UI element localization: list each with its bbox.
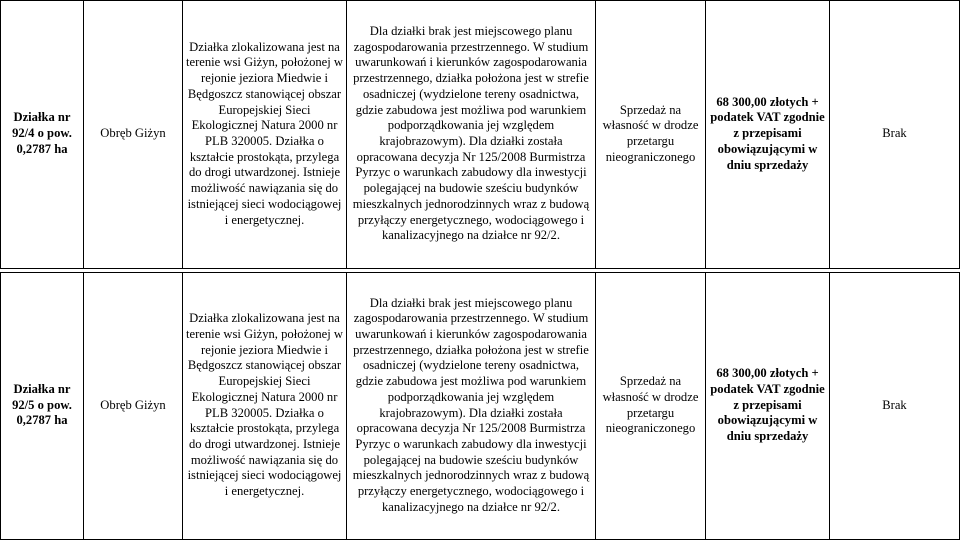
sale-form: Sprzedaż na własność w drodze przetargu nieograniczonego [602, 102, 699, 164]
plot-label: Działka nr 92/5 o pow. 0,2787 ha [12, 381, 72, 428]
sale-cell [595, 0, 705, 268]
precinct-cell [83, 272, 182, 539]
encumbrance-label: Brak [882, 397, 907, 412]
plot-cell [0, 0, 83, 268]
sale-cell [595, 272, 705, 539]
zoning-cell [346, 272, 595, 539]
precinct-label: Obręb Giżyn [100, 397, 166, 412]
zoning-description: Dla działki brak jest miejscowego planu zagospodarowania przestrzennego. W studium uwarunkowań i kierunków zagospodarowania przestrzennego, działka położona jest w strefie osadniczej (wydzielone tereny osadnictwa, gdzie zabudowa jest możliwa pod warunkiem podporządkowania jej względem krajobrazowym). Dla działki została opracowana decyzja Nr 125/2008 Burmistrza Pyrzyc o warunkach zabudowy dla inwestycji polegającej na budowie sześciu budynków mieszkalnych jednorodzinnych wraz z budową przyłączy energetycznego, wodociągowego i kanalizacyjnego na działce nr 92/2. [352, 295, 590, 514]
encumbrance-label: Brak [882, 126, 907, 141]
price-cell [705, 0, 829, 268]
table-row [0, 272, 960, 539]
table-border-bottom [0, 539, 960, 540]
price-label: 68 300,00 złotych + podatek VAT zgodnie z przepisami obowiązującymi w dniu sprzedaży [710, 94, 825, 172]
price-label: 68 300,00 złotych + podatek VAT zgodnie z przepisami obowiązującymi w dniu sprzedaży [710, 366, 825, 444]
sale-form: Sprzedaż na własność w drodze przetargu nieograniczonego [602, 374, 699, 436]
precinct-cell [83, 0, 182, 268]
table-border-mid-upper [0, 268, 960, 269]
zoning-description: Dla działki brak jest miejscowego planu zagospodarowania przestrzennego. W studium uwarunkowań i kierunków zagospodarowania przestrzennego, działka położona jest w strefie osadniczej (wydzielone tereny osadnictwa, gdzie zabudowa jest możliwa pod warunkiem podporządkowania jej względem krajobrazowym). Dla działki została opracowana decyzja Nr 125/2008 Burmistrza Pyrzyc o warunkach zabudowy dla inwestycji polegającej na budowie sześciu budynków mieszkalnych jednorodzinnych wraz z budową przyłączy energetycznego, wodociągowego i kanalizacyjnego na działce nr 92/2. [352, 24, 590, 243]
encumbrance-cell [829, 0, 960, 268]
description-cell [182, 0, 346, 268]
description-cell [182, 272, 346, 539]
plot-cell [0, 272, 83, 539]
precinct-label: Obręb Giżyn [100, 126, 166, 141]
table-row [0, 0, 960, 268]
price-cell [705, 272, 829, 539]
plot-label: Działka nr 92/4 o pow. 0,2787 ha [12, 110, 72, 156]
zoning-cell [346, 0, 595, 268]
encumbrance-cell [829, 272, 960, 539]
plot-description: Działka zlokalizowana jest na terenie wsi Giżyn, położonej w rejonie jeziora Miedwie i Będgoszcz stanowiącej obszar Europejskiej Sieci Ekologicznej Natura 2000 nr PLB 320005. Działka o kształcie prostokąta, przylega do drogi utwardzonej. Istnieje możliwość nawiązania się do istniejącej sieci wodociągowej i energetycznej. [185, 39, 344, 227]
plot-description: Działka zlokalizowana jest na terenie wsi Giżyn, położonej w rejonie jeziora Miedwie i Będgoszcz stanowiącej obszar Europejskiej Sieci Ekologicznej Natura 2000 nr PLB 320005. Działka o kształcie prostokąta, przylega do drogi utwardzonej. Istnieje możliwość nawiązania się do istniejącej sieci wodociągowej i energetycznej. [185, 311, 344, 499]
